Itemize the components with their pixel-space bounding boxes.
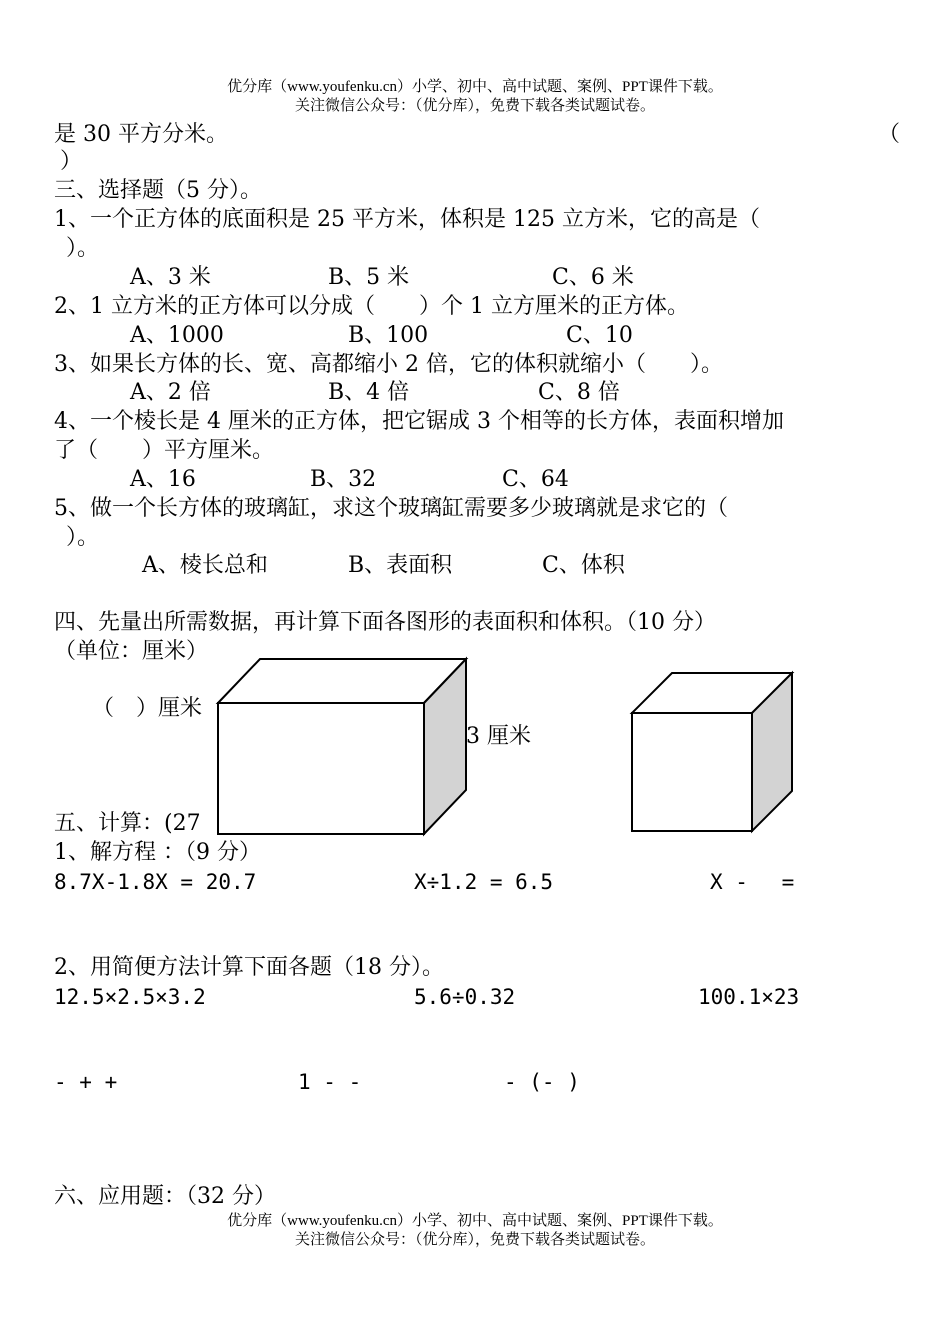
q1-option-b: B、5 米 — [328, 265, 410, 290]
header-line-1: 优分库（www.youfenku.cn）小学、初中、高中试题、案例、PPT课件下载。 — [227, 79, 723, 95]
q2-text: 2、1 立方米的正方体可以分成（ ）个 1 立方厘米的正方体。 — [54, 294, 689, 319]
cuboid-top-face — [218, 659, 466, 703]
calc-3: 100.1×23 — [698, 985, 800, 1009]
section5-sub1: 1、解方程 ：（9 分） — [54, 840, 261, 865]
section5-sub2: 2、用简便方法计算下面各题（18 分）。 — [54, 955, 444, 980]
equation-3: X - = — [710, 870, 795, 894]
section5-title: 五、计算：(27 — [54, 811, 201, 836]
equation-1: 8.7X-1.8X = 20.7 — [54, 870, 257, 894]
page-header — [0, 78, 950, 116]
cube-figure — [626, 668, 798, 836]
q4-option-c: C、64 — [502, 467, 569, 492]
q1-option-c: C、6 米 — [552, 265, 634, 290]
q5-text: 5、做一个长方体的玻璃缸，求这个玻璃缸需要多少玻璃就是求它的（ — [54, 496, 728, 521]
equation-2: X÷1.2 = 6.5 — [414, 870, 554, 894]
cube-front-face — [632, 713, 752, 831]
right-dimension-label: 3 厘米 — [466, 724, 531, 749]
calc-1: 12.5×2.5×3.2 — [54, 985, 206, 1009]
q4-text: 4、一个棱长是 4 厘米的正方体，把它锯成 3 个相等的长方体，表面积增加 — [54, 409, 784, 434]
q4-text-cont: 了（ ）平方厘米。 — [54, 438, 275, 463]
calc-6: - (- ) — [504, 1070, 580, 1094]
q1-text-cont: ）。 — [66, 236, 100, 261]
answer-paren-open: （ — [878, 122, 901, 147]
q3-option-a: A、2 倍 — [130, 380, 211, 405]
q1-option-a: A、3 米 — [130, 265, 211, 290]
q2-option-c: C、10 — [566, 323, 633, 348]
answer-paren-close: ） — [60, 149, 83, 174]
q3-text: 3、如果长方体的长、宽、高都缩小 2 倍，它的体积就缩小（ ）。 — [54, 352, 723, 377]
cuboid-figure — [210, 652, 475, 842]
header-line-2: 关注微信公众号：（优分库），免费下载各类试题试卷。 — [294, 98, 655, 114]
calc-5: 1 - - — [298, 1070, 362, 1094]
footer-line-2: 关注微信公众号：（优分库），免费下载各类试题试卷。 — [294, 1232, 655, 1248]
q5-option-b: B、表面积 — [348, 553, 453, 578]
q4-option-b: B、32 — [310, 467, 377, 492]
calc-4: - + + — [54, 1070, 118, 1094]
q1-text: 1、一个正方体的底面积是 25 平方米，体积是 125 立方米，它的高是（ — [54, 207, 760, 232]
calc-2: 5.6÷0.32 — [414, 985, 516, 1009]
section2-tail-text: 是 30 平方分米。 — [54, 122, 228, 147]
q3-option-b: B、4 倍 — [328, 380, 410, 405]
section3-title: 三、选择题（5 分）。 — [54, 178, 262, 203]
section4-title: 四、先量出所需数据，再计算下面各图形的表面积和体积。（10 分） — [54, 610, 716, 635]
left-dimension-label: （ ）厘米 — [92, 696, 203, 721]
cuboid-front-face — [218, 703, 424, 834]
section6-title: 六、应用题：（32 分） — [54, 1184, 276, 1209]
footer-line-1: 优分库（www.youfenku.cn）小学、初中、高中试题、案例、PPT课件下载。 — [227, 1213, 723, 1229]
q3-option-c: C、8 倍 — [538, 380, 620, 405]
q2-option-b: B、100 — [348, 323, 429, 348]
q5-text-cont: ）。 — [66, 525, 100, 550]
page-footer — [0, 1212, 950, 1250]
section4-unit: （单位：厘米） — [54, 639, 209, 664]
q5-option-c: C、体积 — [542, 553, 625, 578]
q4-option-a: A、16 — [130, 467, 196, 492]
q5-option-a: A、棱长总和 — [142, 553, 268, 578]
q2-option-a: A、1000 — [130, 323, 224, 348]
